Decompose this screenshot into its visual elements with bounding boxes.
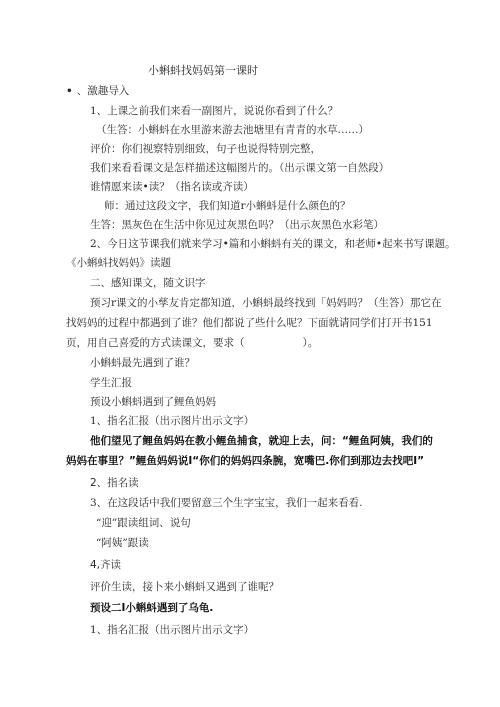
requirement-tail: ）。 [302,337,319,349]
paragraph: 生答：黑灰色在生活中你见过灰黑色吗？（出示灰黑色水彩笔） [90,219,384,231]
paragraph: “迎”跟读组词、说句 [96,517,191,529]
paragraph: 小蝌蚪最先遇到了谁？ [90,357,195,369]
paragraph: 1、指名汇报（出示图片出示文字） [90,624,255,636]
paragraph: 学生汇报 [90,377,132,389]
paragraph [66,336,318,350]
bold-quote-line: 他们望见了鲤鱼妈妈在教小鲤鱼捕食，就迎上去，问：“鲤鱼阿姨，我们的 [90,435,433,447]
section-heading-1 [66,84,129,98]
requirement-lead: 页，用自己喜爱的方式读课文，要求（ [66,337,245,349]
paragraph: 预习r课文的小孳友肯定都知道，小蝌蚪最终找到「妈妈吗？（生答）那它在 [90,297,442,309]
section-heading-1-text: 、激趣导入 [76,85,130,97]
paragraph: 我们来看看课文是怎样描述这幅图片的。（出示课文第一自然段） [90,162,390,174]
paragraph: 找妈妈的过程中都遇到了谁？他们都说了些什么呢？下面就请同学们打开书151 [66,317,433,329]
bold-heading-line: 预设二I小蝌蚪遇到了乌龟. [90,602,214,614]
document-title: 小蝌蚪找妈妈第一课时 [148,64,258,77]
paragraph: 1、上课之前我们来看一副图片，说说你看到了什么？ [90,105,339,117]
paragraph: 评价：你们视察特别细致，句子也说得特别完整， [90,143,321,155]
bold-quote-line: 妈妈在事里？”鲤鱼妈妈说I“你们的妈妈四条腕，宽嘴巴.你们到那边去找吧I” [66,455,425,467]
paragraph: 《小蝌蚪找妈妈》读题 [66,257,171,269]
paragraph: 3、在这段话中我们要留意三个生字宝宝，我们一起来看看. [90,497,363,509]
bullet-icon: • [66,85,73,97]
paragraph: “阿姨”跟读 [96,537,149,549]
paragraph: 预设小蝌蚪遇到了鲤鱼妈妈 [90,396,216,408]
paragraph: （生答：小蝌蚪在水里游来游去池塘里有青青的水草……） [96,124,369,136]
paragraph: 谁情愿来读•读？（指名读或齐读） [90,181,254,193]
section-heading-2: 二、感知课文，随文识字 [90,277,206,289]
paragraph: 师：通过这段文字，我们知道r小蝌蚪是什么颜色的？ [104,200,351,212]
paragraph: 4,齐读 [90,559,122,571]
paragraph: 1、指名汇报（出示图片出示文字） [90,415,255,427]
paragraph: 评价生读，接卜来小蝌蚪又遇到了谁呢？ [90,581,279,593]
paragraph: 2、今日这节课我们就来学习•篇和小蝌蚪有关的课文，和老师•起来书写课题。 [90,238,456,250]
paragraph: 2、指名读 [90,477,139,489]
